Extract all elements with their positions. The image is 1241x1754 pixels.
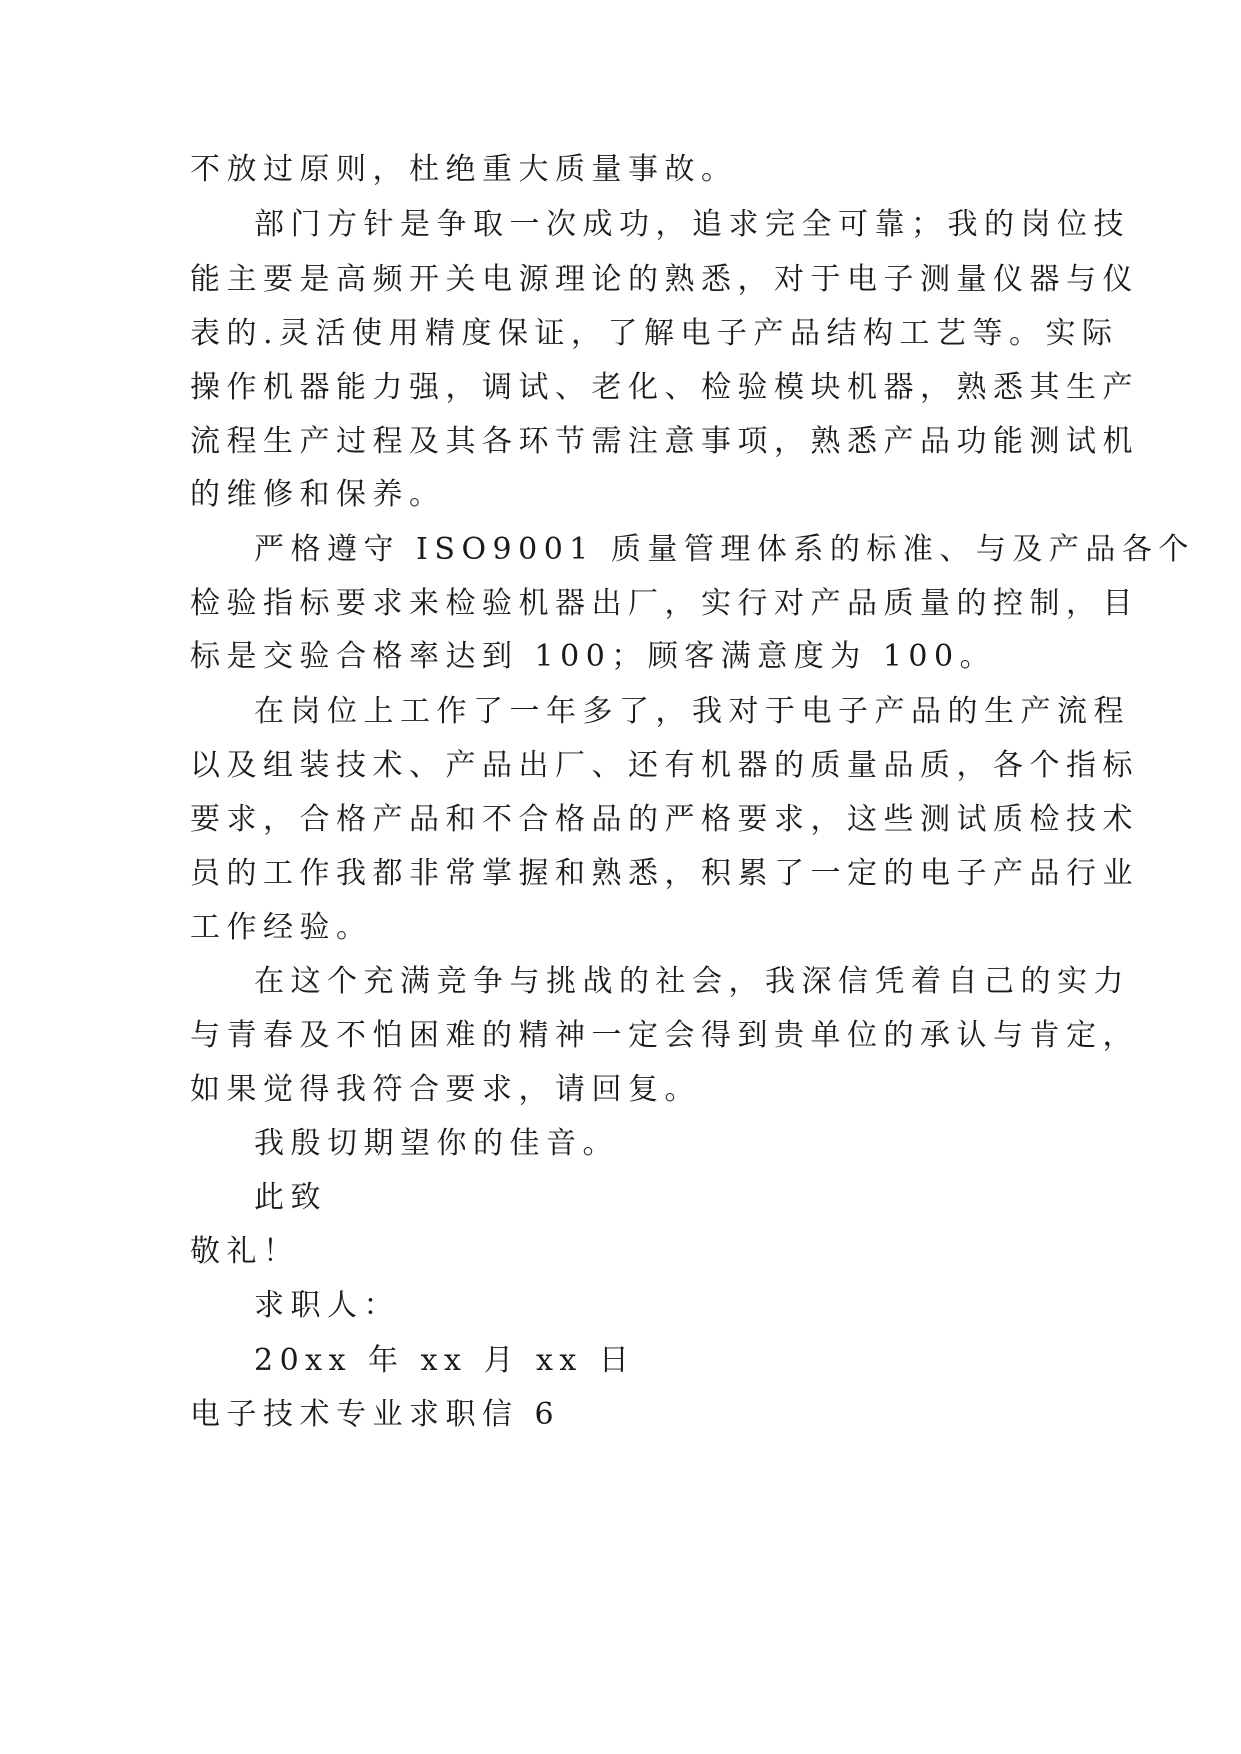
date-line: 20xx 年 xx 月 xx 日 [254, 1343, 636, 1378]
paragraph-line: 表的.灵活使用精度保证，了解电子产品结构工艺等。实际 [190, 316, 1119, 351]
paragraph-line: 员的工作我都非常掌握和熟悉，积累了一定的电子产品行业 [190, 856, 1139, 891]
paragraph-line: 不放过原则，杜绝重大质量事故。 [190, 152, 738, 187]
paragraph-line: 与青春及不怕困难的精神一定会得到贵单位的承认与肯定， [190, 1018, 1139, 1053]
paragraph-line: 标是交验合格率达到 100；顾客满意度为 100。 [190, 639, 997, 674]
salutation-line: 敬礼！ [190, 1234, 300, 1269]
paragraph-line: 在岗位上工作了一年多了，我对于电子产品的生产流程 [254, 694, 1130, 729]
paragraph-line: 要求，合格产品和不合格品的严格要求，这些测试质检技术 [190, 802, 1139, 837]
signature-line: 求职人： [254, 1288, 400, 1323]
paragraph-line: 流程生产过程及其各环节需注意事项，熟悉产品功能测试机 [190, 424, 1139, 459]
salutation-line: 此致 [254, 1180, 327, 1215]
section-heading: 电子技术专业求职信 6 [190, 1397, 561, 1432]
paragraph-line: 以及组装技术、产品出厂、还有机器的质量品质，各个指标 [190, 748, 1139, 783]
paragraph-line: 能主要是高频开关电源理论的熟悉，对于电子测量仪器与仪 [190, 262, 1139, 297]
paragraph-line: 操作机器能力强，调试、老化、检验模块机器，熟悉其生产 [190, 370, 1139, 405]
paragraph-line: 严格遵守 ISO9001 质量管理体系的标准、与及产品各个 [254, 532, 1195, 567]
paragraph-line: 如果觉得我符合要求，请回复。 [190, 1072, 701, 1107]
paragraph-line: 的维修和保养。 [190, 477, 446, 512]
paragraph-line: 工作经验。 [190, 910, 373, 945]
paragraph-line: 部门方针是争取一次成功，追求完全可靠；我的岗位技 [254, 207, 1130, 242]
closing-line: 我殷切期望你的佳音。 [254, 1126, 619, 1161]
paragraph-line: 检验指标要求来检验机器出厂，实行对产品质量的控制，目 [190, 586, 1139, 621]
paragraph-line: 在这个充满竞争与挑战的社会，我深信凭着自己的实力 [254, 964, 1130, 999]
